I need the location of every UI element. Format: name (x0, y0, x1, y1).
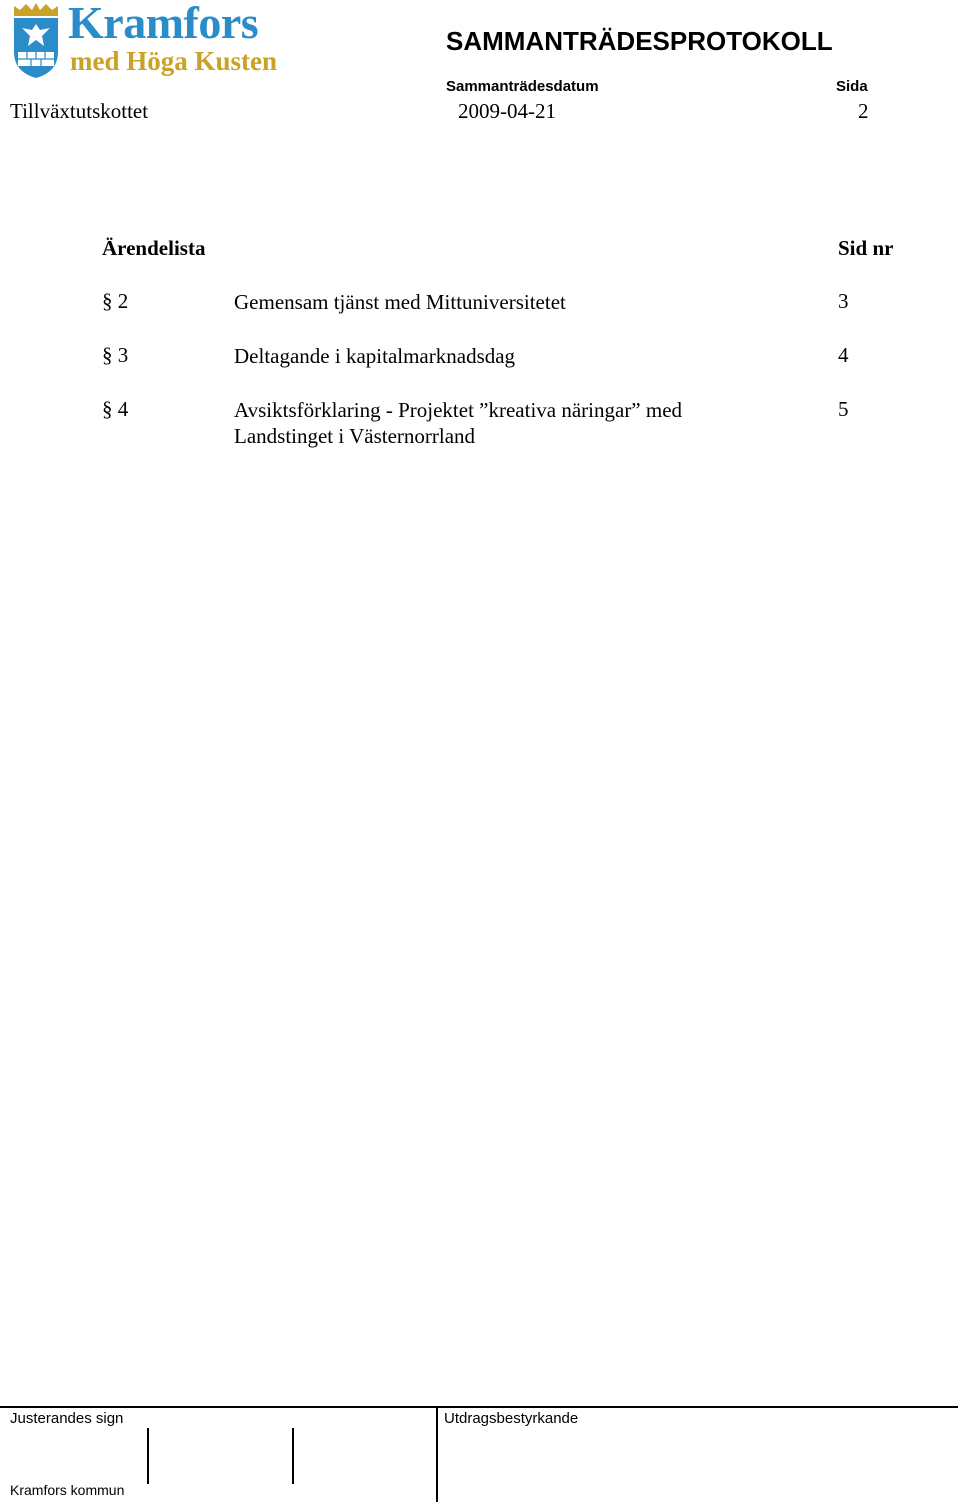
agenda-item-title: Avsiktsförklaring - Projektet ”kreativa näringar” med Landstinget i Västernorrland (234, 398, 683, 448)
coat-of-arms-icon (10, 2, 62, 80)
agenda-item-title: Gemensam tjänst med Mittuniversitetet (234, 290, 566, 314)
agenda-item-page: 3 (838, 289, 849, 313)
organization-name: Kramfors kommun (10, 1482, 125, 1498)
footer-column-divider (436, 1406, 438, 1502)
extract-certification-label: Utdragsbestyrkande (444, 1410, 579, 1427)
meeting-date: 2009-04-21 (458, 99, 556, 123)
meeting-date-label: Sammanträdesdatum (446, 78, 599, 95)
logo-wordmark: Kramfors (68, 0, 259, 48)
committee-name: Tillväxtutskottet (10, 99, 149, 123)
signature-box-divider (147, 1428, 149, 1484)
agenda-item-page: 5 (838, 397, 849, 421)
agenda-item-paragraph: § 2 (102, 289, 129, 313)
footer-divider (0, 1406, 958, 1408)
signature-box-divider (292, 1428, 294, 1484)
logo-tagline: med Höga Kusten (70, 46, 278, 76)
agenda-heading: Ärendelista (102, 236, 206, 260)
agenda-item-paragraph: § 4 (102, 397, 129, 421)
agenda-item-paragraph: § 3 (102, 343, 129, 367)
agenda-item-page: 4 (838, 343, 849, 367)
page-number: 2 (858, 99, 869, 123)
page-label: Sida (836, 78, 868, 95)
agenda-item-title: Deltagande i kapitalmarknadsdag (234, 344, 516, 368)
page-column-heading: Sid nr (838, 236, 894, 260)
kramfors-logo (10, 0, 278, 80)
adjuster-signature-label: Justerandes sign (10, 1410, 124, 1427)
document-title: SAMMANTRÄDESPROTOKOLL (446, 26, 833, 56)
